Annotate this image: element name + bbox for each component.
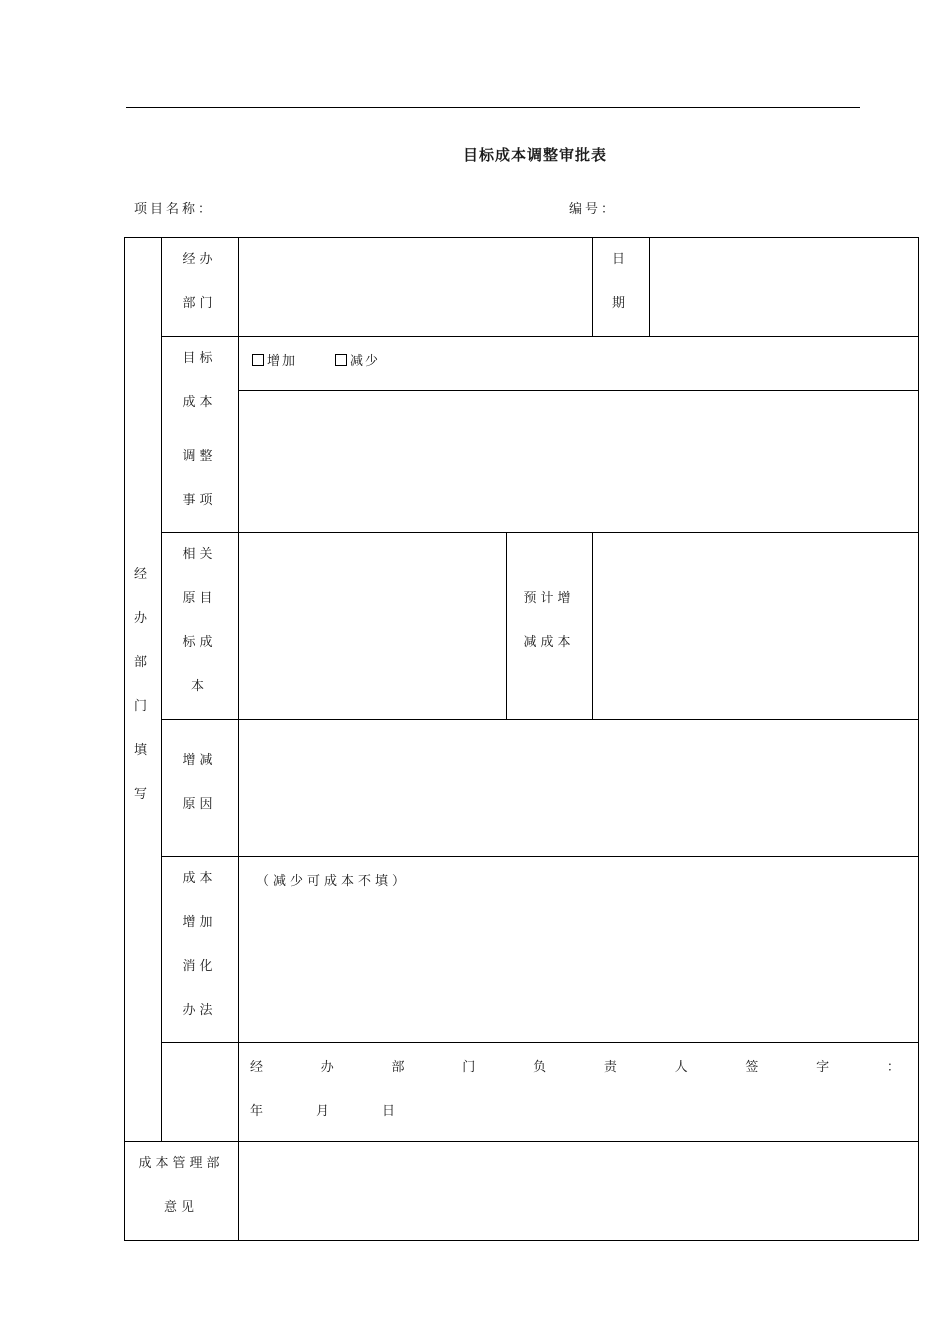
code-label: 编号： — [569, 202, 618, 217]
decrease-option[interactable]: 减少 — [335, 350, 380, 369]
adjust-item-field[interactable] — [239, 391, 918, 532]
date-label: 日 期 — [611, 252, 629, 311]
header-rule — [126, 107, 860, 108]
signature-date-line: 年 月 日 — [250, 1104, 396, 1119]
form-title: 目标成本调整审批表 — [462, 146, 607, 164]
dept-head-signature-line: 经 办 部 门 负 责 人 签 字 ： — [250, 1060, 900, 1075]
side-label-fill-by-dept: 经 办 部 门 填 写 — [133, 567, 151, 802]
adjust-item-label: 目标 成本 调整 事项 — [182, 351, 217, 508]
increase-checkbox[interactable] — [252, 354, 264, 366]
adjust-type-options — [252, 350, 380, 369]
decrease-checkbox[interactable] — [335, 354, 347, 366]
dept-field[interactable] — [239, 238, 592, 336]
estimated-change-field[interactable] — [593, 533, 918, 719]
related-cost-label: 相关 原目 标成 本 — [182, 547, 217, 694]
cost-dept-opinion-label: 成本管理部 意见 — [138, 1156, 224, 1215]
absorb-method-field[interactable] — [239, 895, 918, 1042]
project-name-label: 项目名称： — [134, 202, 215, 217]
dept-label: 经办 部门 — [182, 252, 217, 311]
date-field[interactable] — [650, 238, 918, 336]
estimated-change-label: 预计增 减成本 — [523, 591, 575, 650]
cost-dept-opinion-field[interactable] — [239, 1142, 918, 1240]
absorb-method-label: 成本 增加 消化 办法 — [182, 871, 217, 1018]
related-cost-field[interactable] — [239, 533, 506, 719]
absorb-note: （减少可成本不填） — [256, 874, 410, 889]
increase-option[interactable]: 增加 — [252, 350, 297, 369]
change-reason-label: 增减 原因 — [182, 753, 217, 812]
change-reason-field[interactable] — [239, 720, 918, 856]
